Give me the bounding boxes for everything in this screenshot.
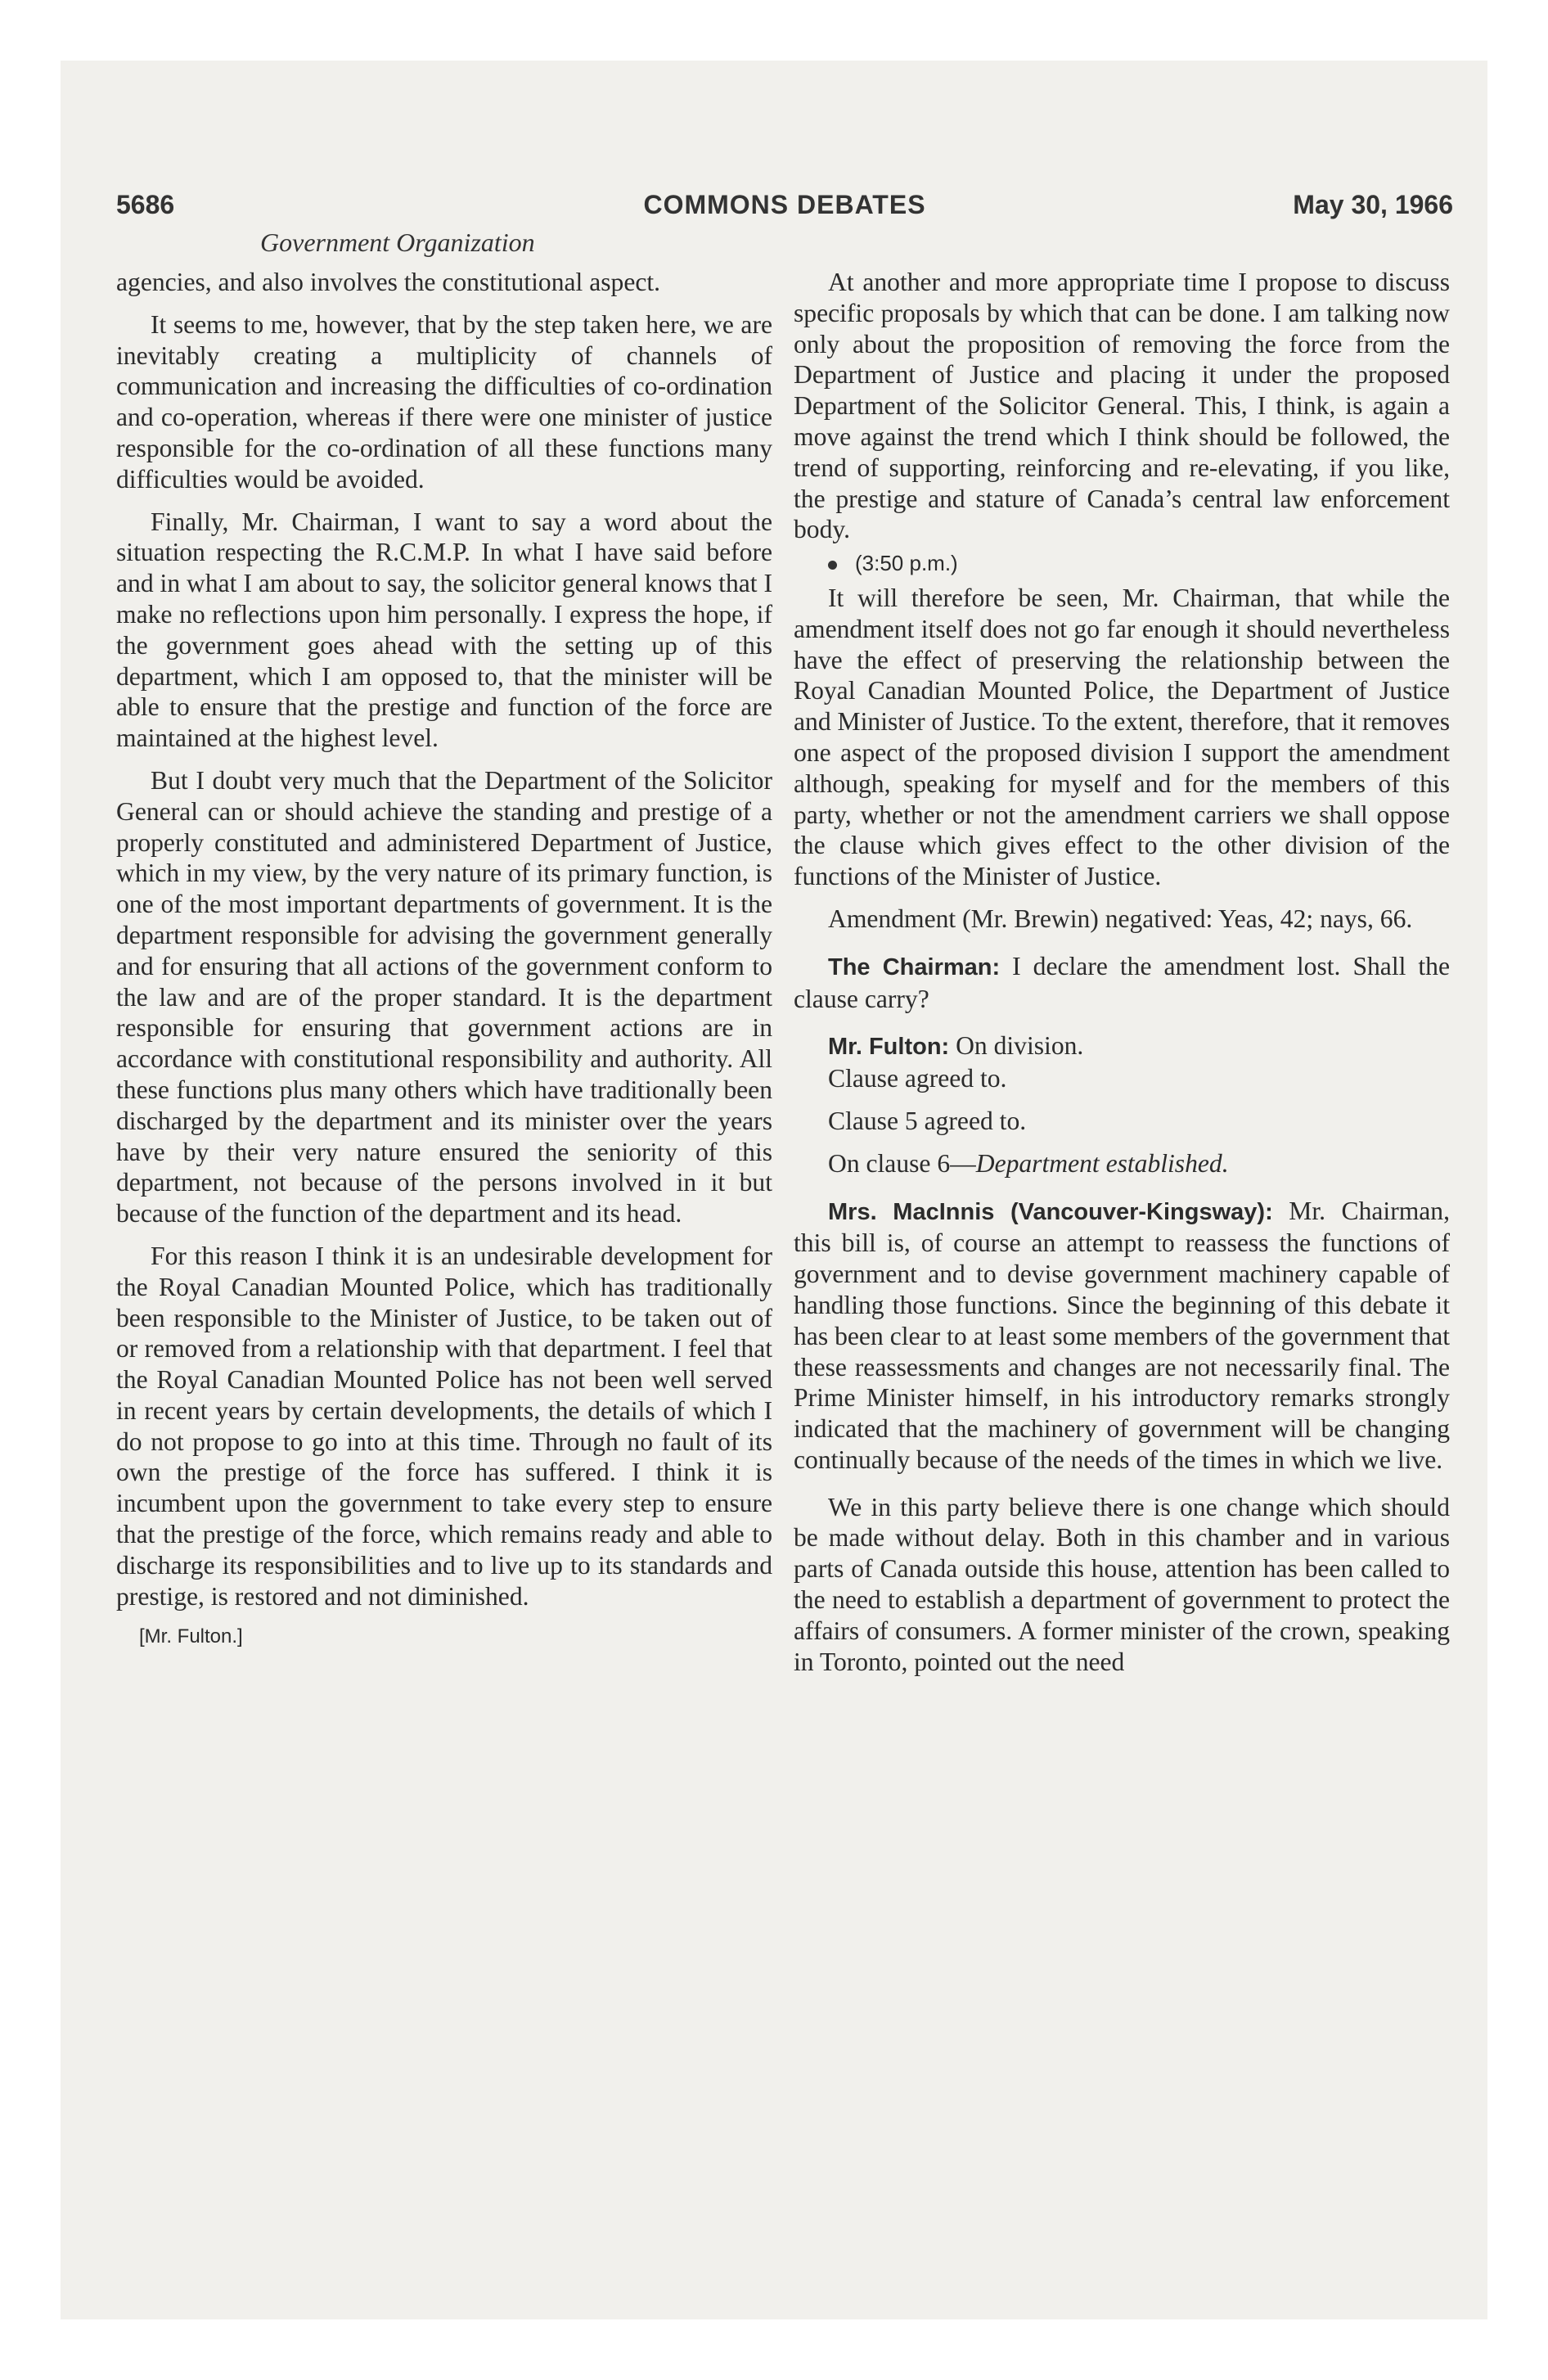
speech — [794, 951, 1450, 1015]
speech — [794, 1030, 1450, 1063]
paragraph: agencies, and also involves the constitutional aspect. — [116, 268, 661, 296]
section-subject: Government Organization — [260, 228, 535, 257]
timestamp — [828, 548, 1450, 579]
clause-title: Department established. — [975, 1148, 1229, 1178]
debate-date: May 30, 1966 — [1293, 190, 1453, 219]
paragraph: Amendment (Mr. Brewin) negatived: Yeas, 42; nays, 66. — [828, 904, 1413, 933]
paragraph: It seems to me, however, that by the step taken here, we are inevitably creating a multiplicity of channels of communication and increasing the difficulties of co-ordination and co-operation, whereas if there were one minister of justice responsible for the co-ordination of all these functions many difficulties would be avoided. — [116, 309, 772, 494]
paragraph: Clause 5 agreed to. — [828, 1106, 1027, 1135]
left-column — [116, 267, 772, 1652]
paragraph: We in this party believe there is one change which should be made without delay. Both in this chamber and in various parts of Canada outside this house, attention has been called to the need to establish a department of government to protect the affairs of consumers. A former minister of the crown, speaking in Toronto, pointed out the need — [794, 1492, 1450, 1676]
speaker-name: The Chairman: — [828, 953, 1001, 980]
speech-text: On division. — [956, 1031, 1084, 1061]
timestamp-text: (3:50 p.m.) — [855, 551, 958, 576]
paragraph: At another and more appropriate time I propose to discuss specific proposals by which that can be done. I am talking now only about the proposition of removing the force from the Department of Justice and placing it under the proposed Department of the Solicitor General. This, I think, is again a move against the trend which I think should be followed, the trend of supporting, reinforcing and re-elevating, if you like, the prestige and stature of Canada’s central law enforcement body. — [794, 268, 1450, 544]
paragraph: It will therefore be seen, Mr. Chairman, that while the amendment itself does not go far enough it should nevertheless have the effect of preserving the relationship between the Royal Canadian Mounted Police, the Department of Justice and Minister of Justice. To the extent, therefore, that it removes one aspect of the proposed division I support the amendment although, speaking for myself and for the members of this party, whether or not the amendment carriers we shall oppose the clause which gives effect to the other division of the functions of the Minister of Justice. — [794, 583, 1450, 891]
bullet-icon — [828, 561, 837, 570]
clause-heading — [794, 1148, 1450, 1179]
running-header — [116, 190, 1453, 231]
speaker-name: Mrs. MacInnis (Vancouver-Kingsway): — [828, 1198, 1273, 1225]
paragraph: For this reason I think it is an undesirable development for the Royal Canadian Mounted Police, which has traditionally been responsible to the Minister of Justice, to be taken out of or removed from a relationship with that department. I feel that the Royal Canadian Mounted Police has not been well served in recent years by certain developments, the details of which I do not propose to go into at this time. Through no fault of its own the prestige of the force has suffered. I think it is incumbent upon the government to take every step to ensure that the prestige of the force, which remains ready and able to discharge its responsibilities and to live up to its standards and prestige, is restored and not diminished. — [116, 1241, 772, 1611]
speaker-footnote: [Mr. Fulton.] — [139, 1625, 243, 1648]
page-number: 5686 — [116, 190, 175, 219]
clause-prefix: On clause 6— — [828, 1148, 976, 1178]
publication-title: COMMONS DEBATES — [643, 190, 926, 219]
speech — [794, 1196, 1450, 1476]
speech-text: I declare the amendment lost. Shall the clause carry? — [794, 951, 1450, 1013]
right-column — [794, 267, 1450, 1677]
paragraph: Finally, Mr. Chairman, I want to say a word about the situation respecting the R.C.M.P. In what I have said before and in what I am about to say, the solicitor general knows that I make no reflections upon him personally. I express the hope, if the government goes ahead with the setting up of this department, which I am opposed to, that the minister will be able to ensure that the prestige and function of the force are maintained at the highest level. — [116, 507, 772, 753]
speech-text: Mr. Chairman, this bill is, of course an attempt to reassess the functions of government and to devise government machinery capable of handling those functions. Since the beginning of this debate it has been clear to at least some members of the government that these reassessments and changes are not necessarily final. The Prime Minister himself, in his introductory remarks strongly indicated that the machinery of government will be changing continually because of the needs of the times in which we live. — [794, 1196, 1451, 1474]
speaker-name: Mr. Fulton: — [828, 1034, 950, 1061]
paragraph: But I doubt very much that the Department of the Solicitor General can or should achieve the standing and prestige of a properly constituted and administered Department of Justice, which in my view, by the very nature of its primary function, is one of the most important departments of government. It is the department responsible for advising the government generally and for ensuring that all actions of the government conform to the law and are of the proper standard. It is the department responsible for ensuring that government actions are in accordance with constitutional responsibility and authority. All these functions plus many others which have traditionally been discharged by the department and its minister over the years have by their very nature ensured the seniority of this department, not because of the persons involved in it but because of the function of the department and its head. — [116, 765, 772, 1228]
paragraph: Clause agreed to. — [828, 1064, 1007, 1093]
